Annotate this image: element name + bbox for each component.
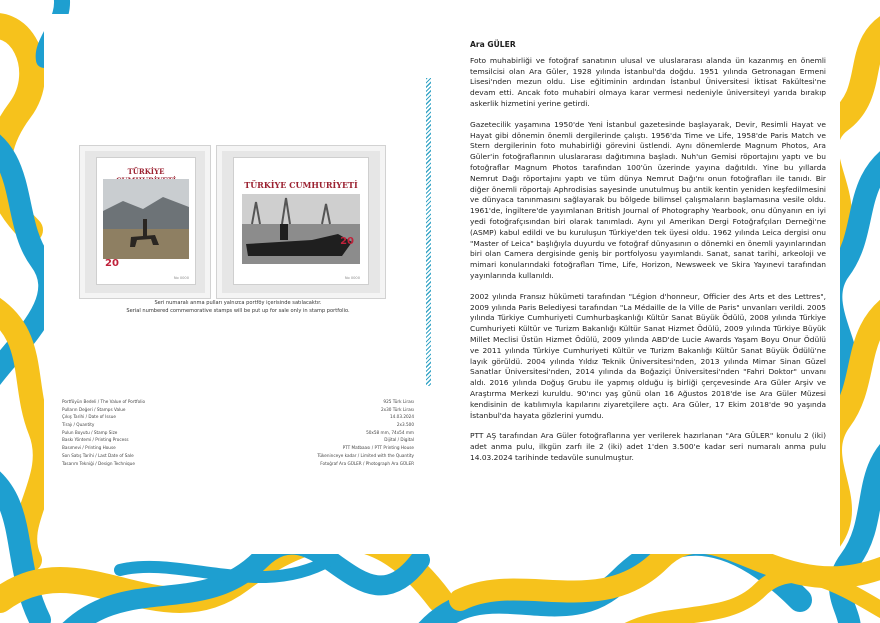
spec-row [62,429,414,437]
spec-value: 2x3.500 [396,422,414,428]
stamp-1-title: TÜRKİYE [127,167,165,176]
spec-value: Fotoğraf Ara GÜLER / Photograph Ara GÜLER [320,460,414,466]
spec-row [62,421,414,429]
spec-row [62,413,414,421]
spec-label: Pulun Boyutu / Stamp Size [62,429,118,435]
stamp-1-photo [103,179,189,259]
spec-row [62,444,414,452]
stamp-2-serial: No 0000 [344,276,360,280]
page-title: Ara GÜLER [470,40,516,49]
spec-value: 925 Türk Lirası [383,399,414,404]
spec-label: Baskı Yöntemi / Printing Process [62,437,129,443]
spec-value: Tükeninceye kadar / Limited with the Quantity [317,452,414,458]
spec-value: PTT Matbaası / PTT Printing House [342,445,414,451]
bio-paragraph-3: 2002 yılında Fransız hükümeti tarafından "Légion d'honneur, Officier des Arts et des Lettres", 2009 yılında Paris Belediyesi tarafından "La Médaille de la Ville de Paris" unvanları verildi. 2005 yılında Türkiye Cumhuriyeti Cumhurbaşkanlığı Kültür Sanat Büyük Ödülü, 2008 yılında Türkiye Cumhuriyeti Kültür ve Turizm Bakanlığı Kültür Sanat Hizmet Ödülü, 2009 yılında Türkiye Büyük Millet Meclisi Üstün Hizmet Ödülü, 2009 yılında ABD'de Lucie Awards Yaşam Boyu Onur Ödülü ve 2011 yılında Türkiye Cumhuriyeti Kültür ve Turizm Bakanlığı Kültür Sanat Büyük Ödülü'ne layık görüldü. 2004 yılında Yıldız Teknik Üniversitesi'nden, 2013 yılında Mimar Sinan Güzel Sanatlar Üniversitesi'nden, 2014 yılında da Boğaziçi Üniversitesi'nden "Fahri Doktor" unvanı aldı. 2016 yılında Doğuş Grubu ile yapmış olduğu iş birliği çerçevesinde Ara Güler Arşiv ve Araştırma Merkezi kuruldu. 90'ıncı yaş günü olan 16 Ağustos 2018'de ise Ara Güler Müzesi kendisinin de katılımıyla kapılarını ziyaretçilere açtı. Ara Güler, 17 Ekim 2018'de 90 yaşında İstanbul'da hayata gözlerini yumdu. [470,291,826,420]
stamp-1[interactable] [97,158,195,284]
bio-paragraph-1: Foto muhabirliği ve fotoğraf sanatının ulusal ve uluslararası alanda ün kazanmış en önemli temsilcisi olan Ara Güler, 1928 yılında İstanbul'da doğdu. 1951 yılında Getronagan Ermeni Lisesi'nden mezun oldu. Lise eğitiminin ardından İstanbul Üniversitesi İktisat Fakültesi'ne devam etti. Ancak foto muhabiri olmaya karar vermesi nedeniyle üniversiteyi yarıda bırakıp askerlik hizmetini yerine getirdi. [470,55,826,108]
spec-row [62,436,414,444]
spec-value: 2x30 Türk Lirası [380,406,414,412]
stamp-2-denomination: 20 [340,236,354,247]
spec-value: Dijital / Digital [384,437,414,443]
biography-column [470,40,826,474]
spec-value: 14.03.2024 [390,414,414,420]
spec-label: Tasarım Tekniği / Design Technique [62,460,135,466]
spec-label: Pulların Değeri / Stamps Value [62,406,126,412]
spec-label: Portföyün Bedeli / The Value of Portfolio [62,399,146,404]
stamp-1-denomination: 20 [105,258,119,269]
specs-table [62,398,414,467]
spec-label: Çıkış Tarihi / Date of Issue [62,414,116,420]
spec-row [62,398,414,406]
spec-row [62,406,414,414]
caption-en: Serial numbered commemorative stamps will be put up for sale only in stamp portfolio. [126,308,350,314]
bio-paragraph-4: PTT AŞ tarafından Ara Güler fotoğraflarına yer verilerek hazırlanan "Ara GÜLER" konulu 2 (iki) adet anma pulu, ilkgün zarfı ile 2 (iki) adet 1'den 3.500'e kadar seri numaralı anma pulu 14.03.2024 tarihinde tedavüle sunulmuştur. [470,431,826,462]
spec-value: 50x58 mm, 74x54 mm [366,429,414,435]
stamp-area [62,20,414,535]
stamp-2[interactable] [234,158,368,284]
caption-tr: Seri numaralı anma pulları yalnızca portföy içerisinde satılacaktır. [154,300,322,306]
spec-label: Son Satış Tarihi / Last Date of Sale [62,452,134,458]
stamp-2-photo [242,194,360,264]
stamp-2-title: TÜRKİYE CUMHURİYETİ [244,180,358,190]
spec-row [62,460,414,468]
bio-paragraph-2: Gazetecilik yaşamına 1950'de Yeni İstanbul gazetesinde başlayarak, Devir, Resimli Hayat ve Hayat gibi dönemin önemli dergilerinde çalıştı. 1956'da Time ve Life, 1958'de Paris Match ve Stern dergilerinin foto muhabirliği görevini üstlendi. Aynı dönemlerde Magnum Photos, Ara Güler'in fotoğraflarının uluslararası dağıtımına başladı. Nuh'un Gemisi röportajını yaptı ve bu fotoğraflar Magnum Photos tarafından 100'ün üzerinde yayına dağıtıldı. Yine bu yıllarda Nemrut Dağı röportajını yaptı ve tüm dünya Nemrut Dağı'nı onun fotoğrafları ile tanıdı. Bir diğer önemli röportajı Aphrodisias sayesinde unutulmuş bu antik kentin yeniden keşfedilmesini ve dünyaca tanınmasını sağlayarak bu bölgede bilimsel çalışmaların başlamasına vesile oldu. 1961'de, İngiltere'de yayımlanan British Journal of Photography Yearbook, onu dünyanın en iyi yedi fotoğrafçısından biri olarak tanımladı. Aynı yıl Amerikan Dergi Fotoğrafçıları Derneği'ne (ASMP) kabul edildi ve bu kuruluşun Türkiye'den tek üyesi oldu. 1962 yılında Leica dergisi onu "Master of Leica" başlığıyla duyurdu ve fotoğraf dünyasının o dönemki en önemli yayınlarından biri olan Camera dergisinde geniş bir portfolyosu yayımlandı. Sanat, sanat tarihi, arkeoloji ve mimari konularındaki fotoğrafları Time, Life, Horizon, Newsweek ve Skira Yayınevi tarafından yayınlarında kullanıldı. [470,119,826,280]
spec-label: Basımevi / Printing House [62,445,116,451]
spec-row [62,452,414,460]
hatched-divider [426,78,431,386]
stamp-1-serial: No 0000 [173,276,189,280]
spec-label: Tirajı / Quantity [62,422,95,428]
